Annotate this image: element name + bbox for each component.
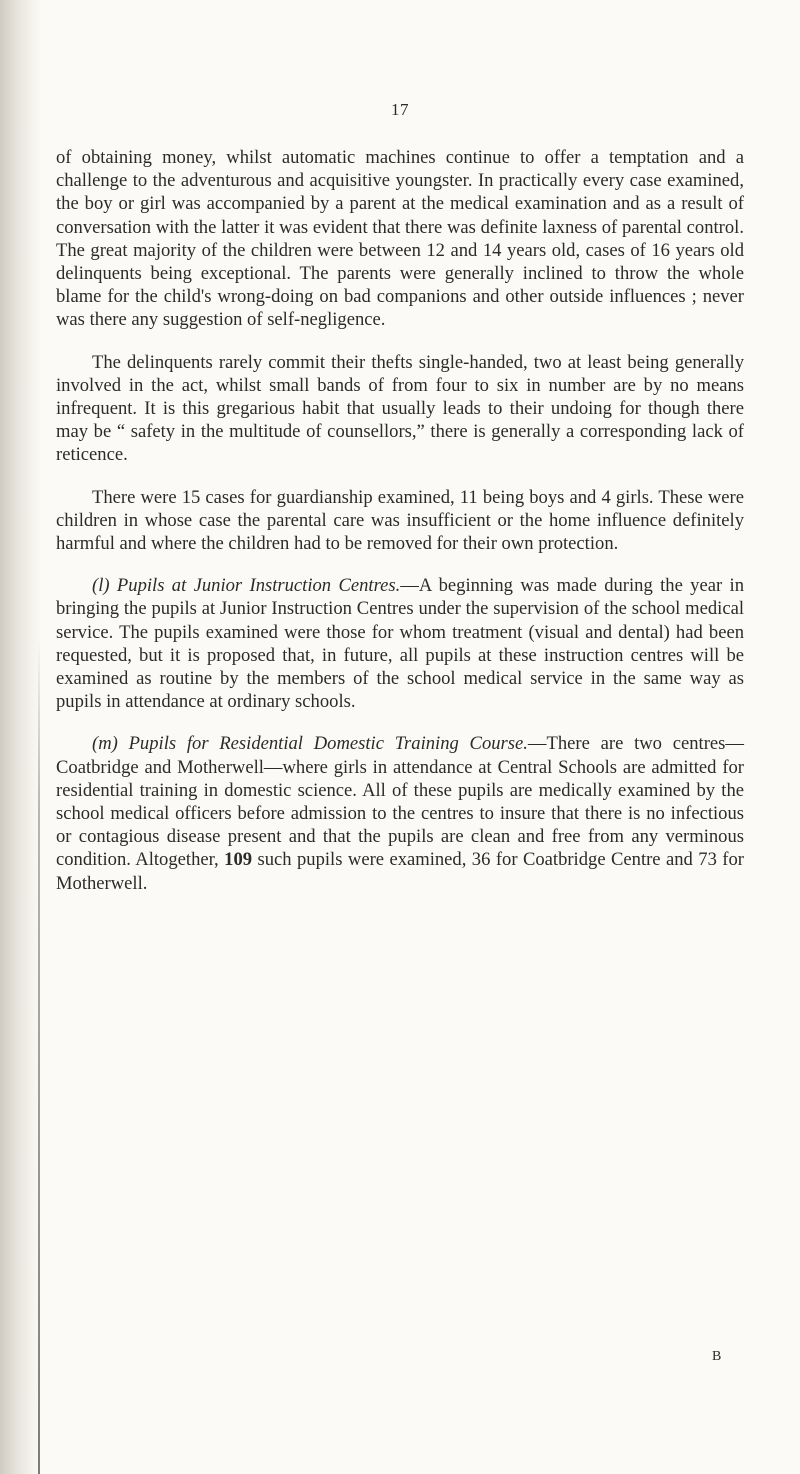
paragraph-guardianship: There were 15 cases for guardianship examined, 11 being boys and 4 girls. These were children in whose case the parental care was insufficient or the home influence definitely harmful and where the children had to be removed for their own protection. xyxy=(56,486,744,555)
section-label: (m) xyxy=(92,733,118,755)
paragraph-delinquency-causes: of obtaining money, whilst automatic machines continue to offer a temptation and a challenge to the adventurous and acquisitive youngster. In practically every case examined, the boy or girl was accompanied by a parent at the medical examination and as a result of conversation with the latter it was evident that there was definite laxness of parental control. The great majority of the children were between 12 and 14 years old, cases of 16 years old delinquents being exceptional. The parents were generally inclined to throw the whole blame for the child's wrong-doing on bad companions and other outside influences ; never was there any suggestion of self-negligence. xyxy=(56,147,744,331)
paragraph-gregarious-habit: The delinquents rarely commit their thefts single-handed, two at least being generally involved in the act, whilst small bands of from four to six in number are by no means infrequent. It is this gregarious habit that usually leads to their undoing for though there may be “ safety in the multitude of counsellors,” there is generally a corresponding lack of reticence. xyxy=(56,351,744,466)
binding-edge xyxy=(38,640,40,1474)
paragraph-text: such pupils were examined, 36 for Coatbridge Centre and 73 for Motherwell. xyxy=(56,849,744,894)
paragraph-text: —A beginning was made during the year in bringing the pupils at Junior Instruction Centres under the supervision of the school medical service. The pupils examined were those for whom treatment (visual and dental) had been requested, but it is proposed that, in future, all pupils at these instruction centres will be examined as routine by the members of the school medical service in the same way as pupils in attendance at ordinary schools. xyxy=(56,575,744,713)
paragraph-residential-domestic-training xyxy=(56,732,744,894)
paragraph-text: —There are two centres—Coatbridge and Motherwell—where girls in attendance at Central Schools are admitted for residential training in domestic science. All of these pupils are medically examined by the school medical officers before admission to the centres to insure that there is no infectious or contagious disease present and that the pupils are clean and free from any verminous condition. Altogether, xyxy=(56,733,744,871)
section-heading: Pupils at Junior Instruction Centres. xyxy=(116,575,401,597)
page-number: 17 xyxy=(391,100,409,119)
paragraph-junior-instruction-centres xyxy=(56,574,744,713)
binding-shadow xyxy=(0,0,42,1474)
page-body xyxy=(56,146,744,914)
section-heading: Pupils for Residential Domestic Training Course. xyxy=(128,733,528,755)
pupil-count: 109 xyxy=(224,849,253,871)
signature-mark: B xyxy=(712,1349,722,1364)
section-label: (l) xyxy=(92,575,110,597)
